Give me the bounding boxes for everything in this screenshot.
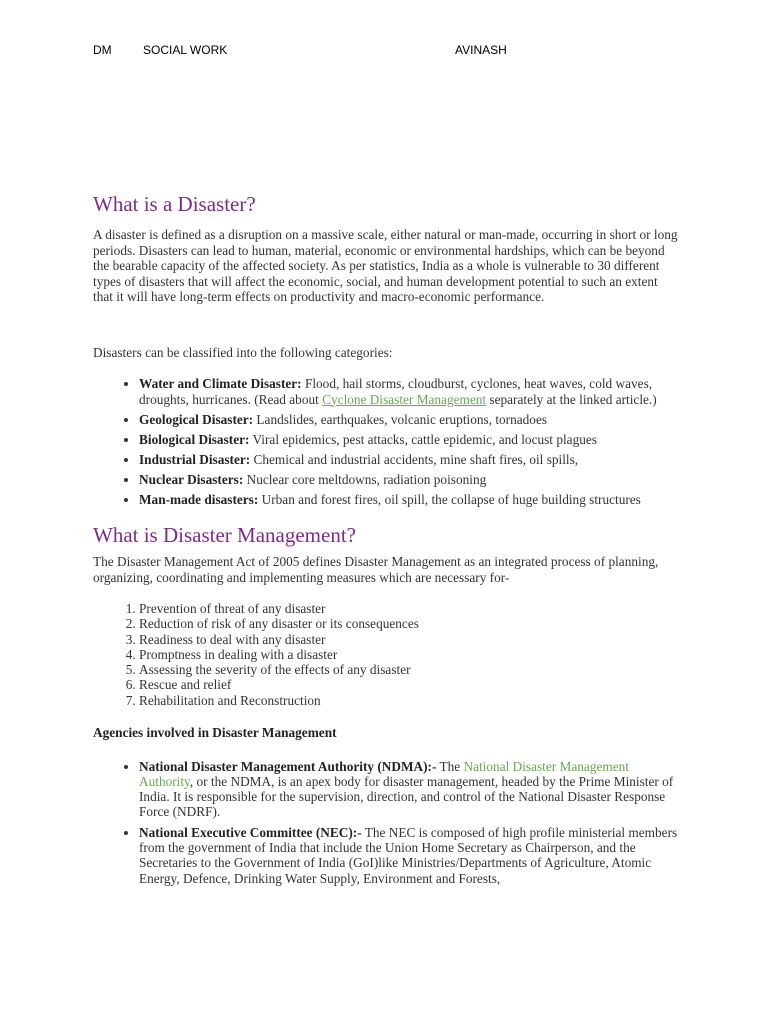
agency-pre-text: The [436,758,464,774]
agencies-list [93,759,678,886]
disaster-categories-list [93,376,678,507]
categories-intro-paragraph: Disasters can be classified into the following categories: [93,344,393,360]
category-text: Flood, hail storms, cloudburst, cyclones, heat waves, cold waves, droughts, hurricanes. (Read about [139,376,653,407]
agency-text: , or the NDMA, is an apex body for disaster management, headed by the Prime Minister of India. It is responsible for the supervision, direction, and control of the National Disaster Response Force (NDRF). [139,773,674,820]
category-text-after: separately at the linked article.) [486,391,657,407]
category-label: Geological Disaster: [139,411,254,427]
category-label: Water and Climate Disaster: [139,376,302,391]
category-label: Nuclear Disasters: [139,471,244,487]
agency-label: National Disaster Management Authority (NDMA):- [139,758,437,774]
category-text: Chemical and industrial accidents, mine shaft fires, oil spills, [250,451,579,467]
list-item [139,492,678,508]
list-item: 5. Assessing the severity of the effects of any disaster [139,662,678,677]
list-item [139,452,678,468]
section-title-disaster: What is a Disaster? [93,192,256,216]
document-body [93,190,678,891]
header-middle-text: SOCIAL WORK [143,43,228,57]
agency-text: The NEC is composed of high profile ministerial members from the government of India that include the Union Home Secretary as Chairperson, and the Secretaries to the Government of India (GoI)like Ministries/Departments of Agriculture, Atomic Energy, Defence, Drinking Water Supply, Environment and Forests, [139,824,678,886]
category-label: Man-made disasters: [139,491,259,507]
list-item [139,472,678,488]
section-title-disaster-management: What is Disaster Management? [93,523,356,547]
category-text: Viral epidemics, pest attacks, cattle epidemic, and locust plagues [249,431,597,447]
dm-act-paragraph: The Disaster Management Act of 2005 defines Disaster Management as an integrated process of planning, organizing, coordinating and implementing measures which are necessary for- [93,554,659,585]
list-item [139,432,678,448]
category-label: Biological Disaster: [139,431,250,447]
category-label: Industrial Disaster: [139,451,251,467]
ndma-link[interactable]: National Disaster Management Authority [139,758,629,789]
list-item: 2. Reduction of risk of any disaster or its consequences [139,616,678,631]
disaster-definition-paragraph: A disaster is defined as a disruption on a massive scale, either natural or man-made, occurring in short or long periods. Disasters can lead to human, material, economic or environmental hardships, which can be beyond the bearable capacity of the affected society. As per statistics, India as a whole is vulnerable to 30 different types of disasters that will affect the economic, social, and human development potential to such an extent that it will have long-term effects on productivity and macro-economic performance. [93,227,678,304]
list-item: 4. Promptness in dealing with a disaster [139,647,678,662]
header-right-text: AVINASH [455,43,507,57]
list-item: 6. Rescue and relief [139,677,678,692]
list-item: 3. Readiness to deal with any disaster [139,632,678,647]
list-item: 7. Rehabilitation and Reconstruction [139,693,678,708]
list-item [139,412,678,428]
category-text: Landslides, earthquakes, volcanic eruptions, tornadoes [253,411,548,427]
category-text: Urban and forest fires, oil spill, the collapse of huge building structures [258,491,641,507]
list-item: 1. Prevention of threat of any disaster [139,601,678,616]
agencies-heading: Agencies involved in Disaster Management [93,725,337,741]
cyclone-management-link[interactable]: Cyclone Disaster Management [322,391,487,407]
agency-label: National Executive Committee (NEC):- [139,824,362,840]
list-item [139,825,678,886]
list-item [139,759,678,820]
list-item [139,376,678,407]
dm-steps-list [93,601,678,708]
category-text: Nuclear core meltdowns, radiation poisoning [243,471,487,487]
header-left-text: DM [93,43,112,57]
